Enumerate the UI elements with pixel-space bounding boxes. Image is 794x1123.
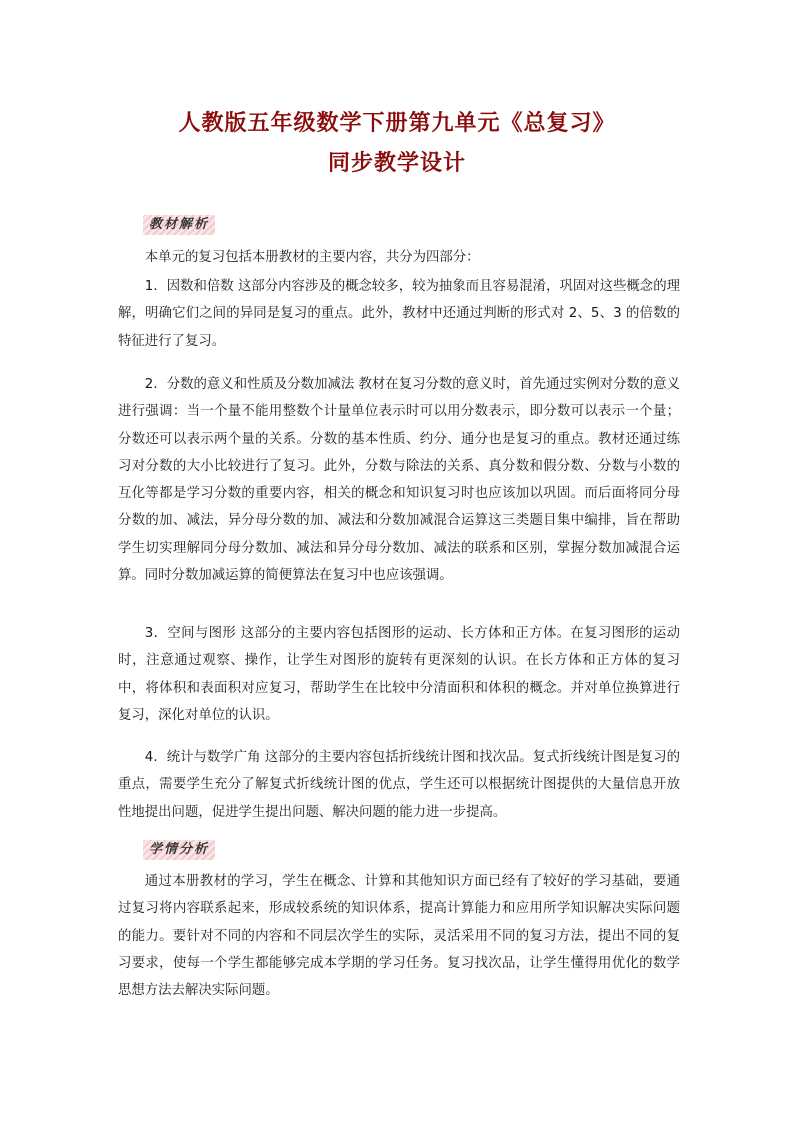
paragraph-part1: 1．因数和倍数 这部分内容涉及的概念较多，较为抽象而且容易混淆，巩固对这些概念的理解，明确它们之间的异同是复习的重点。此外，教材中还通过判断的形式对 2、5、3 的倍数的特征进行了复习。: [118, 279, 680, 349]
document-title: 人教版五年级数学下册第九单元《总复习》: [178, 110, 616, 136]
paragraph-part2: 2．分数的意义和性质及分数加减法 教材在复习分数的意义时，首先通过实例对分数的意义进行强调：当一个量不能用整数个计量单位表示时可以用分数表示，即分数可以表示一个量；分数还可以表示两个量的关系。分数的基本性质、约分、通分也是复习的重点。教材还通过练习对分数的大小比较进行了复习。此外，分数与除法的关系、真分数和假分数、分数与小数的互化等都是学习分数的重要内容，相关的概念和知识复习时也应该加以巩固。而后面将同分母分数的加、减法，异分母分数的加、减法和分数加减混合运算这三类题目集中编排，旨在帮助学生切实理解同分母分数加、减法和异分母分数加、减法的联系和区别，掌握分数加减混合运算。同时分数加减运算的简便算法在复习中也应该强调。: [118, 377, 680, 584]
paragraph-intro: 本单元的复习包括本册教材的主要内容，共分为四部分：: [144, 250, 480, 265]
paragraph-part3: 3．空间与图形 这部分的主要内容包括图形的运动、长方体和正方体。在复习图形的运动时，注意通过观察、操作，让学生对图形的旋转有更深刻的认识。在长方体和正方体的复习中，将体积和表面积对应复习，帮助学生在比较中分清面积和体积的概念。并对单位换算进行复习，深化对单位的认识。: [118, 626, 680, 723]
document-subtitle: 同步教学设计: [327, 150, 466, 176]
section-tag-material-analysis: 教材解析: [143, 215, 215, 235]
paragraph-part4: 4．统计与数学广角 这部分的主要内容包括折线统计图和找次品。复式折线统计图是复习的重点，需要学生充分了解复式折线统计图的优点，学生还可以根据统计图提供的大量信息开放性地提出问题，促进学生提出问题、解决问题的能力进一步提高。: [118, 750, 680, 820]
section-tag-student-analysis: 学情分析: [143, 840, 215, 860]
paragraph-student-analysis: 通过本册教材的学习，学生在概念、计算和其他知识方面已经有了较好的学习基础，要通过复习将内容联系起来，形成较系统的知识体系，提高计算能力和应用所学知识解决实际问题的能力。要针对不同的内容和不同层次学生的实际，灵活采用不同的复习方法，提出不同的复习要求，使每一个学生都能够完成本学期的学习任务。复习找次品，让学生懂得用优化的数学思想方法去解决实际问题。: [118, 874, 680, 999]
